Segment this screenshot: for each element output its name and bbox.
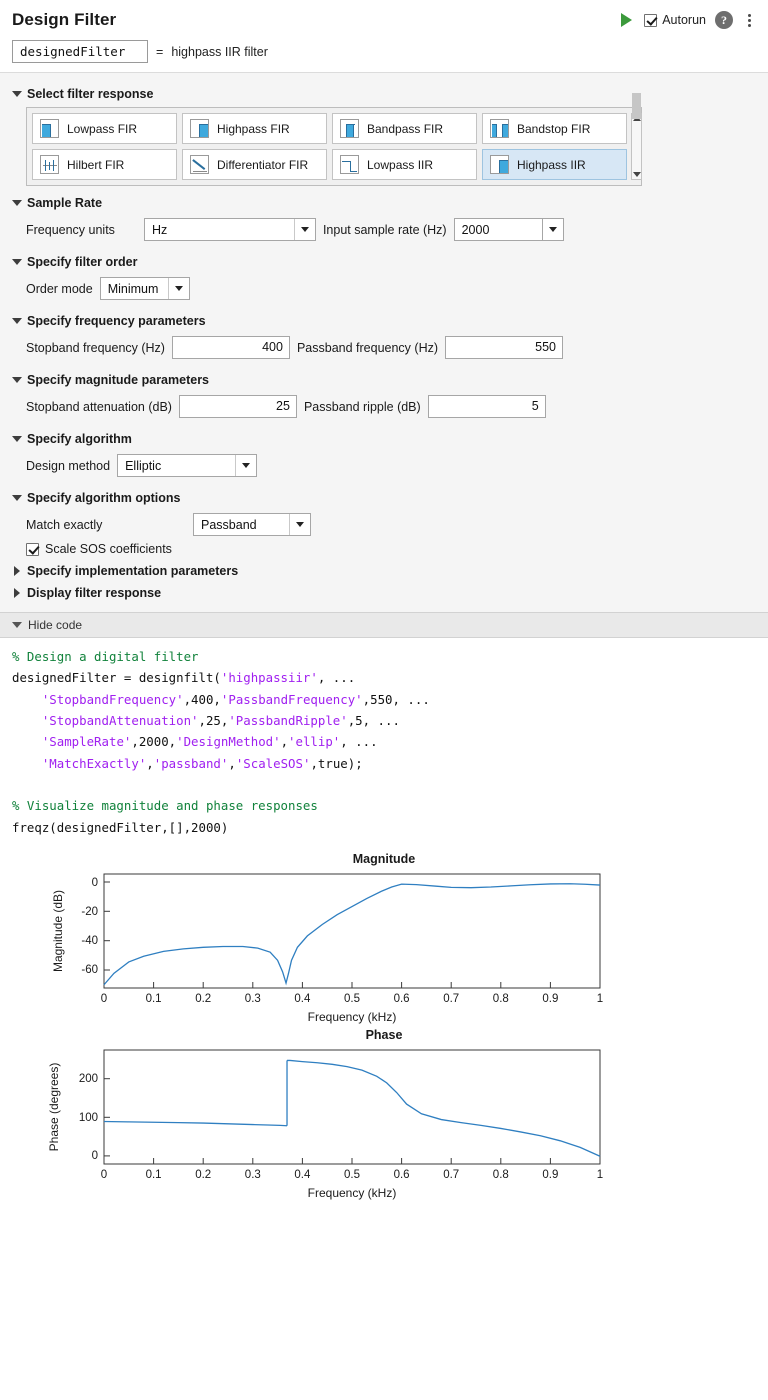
section-title: Specify implementation parameters bbox=[27, 564, 239, 578]
chevron-down-icon[interactable] bbox=[168, 278, 189, 299]
chevron-down-icon[interactable] bbox=[12, 436, 22, 442]
figure-output bbox=[0, 848, 768, 1212]
x-tick: 0.1 bbox=[145, 992, 162, 1005]
stopband-attenuation-label: Stopband attenuation (dB) bbox=[26, 399, 172, 414]
scale-sos-label: Scale SOS coefficients bbox=[45, 542, 172, 556]
y-axis-label: Phase (degrees) bbox=[47, 1062, 61, 1152]
x-tick: 0.8 bbox=[492, 992, 509, 1005]
x-tick: 0.6 bbox=[393, 992, 410, 1005]
code-line: designedFilter = designfilt('highpassiir', ... bbox=[12, 670, 356, 686]
chevron-down-icon[interactable] bbox=[12, 377, 22, 383]
generated-code-block bbox=[0, 638, 768, 848]
phase-plot-title: Phase bbox=[365, 1027, 403, 1042]
filter-option-hilbert-fir[interactable] bbox=[32, 149, 177, 180]
run-icon[interactable] bbox=[619, 11, 635, 29]
section-title: Specify frequency parameters bbox=[27, 314, 206, 328]
section-header-algorithm-options[interactable] bbox=[0, 485, 768, 509]
section-title: Specify filter order bbox=[27, 255, 138, 269]
design-method-value: Elliptic bbox=[125, 458, 162, 473]
code-line: 'StopbandAttenuation',25,'PassbandRipple',5, ... bbox=[41, 712, 400, 728]
hilbert-fir-icon bbox=[40, 155, 59, 174]
y-tick: 100 bbox=[78, 1111, 98, 1124]
section-header-algorithm[interactable] bbox=[0, 426, 768, 450]
filter-option-label: Lowpass IIR bbox=[367, 157, 434, 172]
x-axis-label: Frequency (kHz) bbox=[307, 1185, 397, 1200]
filter-option-label: Lowpass FIR bbox=[67, 121, 138, 136]
x-tick: 0.6 bbox=[393, 1168, 410, 1181]
equals-sign: = bbox=[156, 44, 164, 59]
filter-option-highpass-fir[interactable] bbox=[182, 113, 327, 144]
output-variable-input[interactable]: designedFilter bbox=[12, 40, 148, 63]
y-axis-label: Magnitude (dB) bbox=[51, 889, 65, 972]
chevron-right-icon[interactable] bbox=[14, 588, 20, 598]
magnitude-parameters-row bbox=[0, 391, 768, 426]
chevron-down-icon[interactable] bbox=[12, 495, 22, 501]
x-tick: 0.7 bbox=[443, 992, 460, 1005]
filter-option-highpass-iir[interactable] bbox=[482, 149, 627, 180]
y-tick: -60 bbox=[81, 963, 98, 976]
output-variable-row bbox=[0, 40, 768, 72]
section-title: Sample Rate bbox=[27, 196, 103, 210]
x-tick: 0.9 bbox=[542, 992, 559, 1005]
scroll-down-icon[interactable] bbox=[633, 172, 641, 177]
output-description: highpass IIR filter bbox=[171, 44, 268, 59]
scroll-thumb[interactable] bbox=[632, 93, 641, 119]
section-title: Specify magnitude parameters bbox=[27, 373, 210, 387]
x-tick: 0.9 bbox=[542, 1168, 559, 1181]
x-axis-label: Frequency (kHz) bbox=[307, 1009, 397, 1024]
filter-option-bandstop-fir[interactable] bbox=[482, 113, 627, 144]
frequency-units-label: Frequency units bbox=[26, 222, 115, 237]
x-tick: 0 bbox=[100, 992, 108, 1005]
help-icon[interactable]: ? bbox=[715, 11, 733, 29]
match-exactly-value: Passband bbox=[201, 517, 257, 532]
match-exactly-row bbox=[0, 509, 768, 540]
y-tick: 0 bbox=[91, 876, 98, 889]
filter-option-differentiator-fir[interactable] bbox=[182, 149, 327, 180]
x-tick: 0.5 bbox=[344, 992, 360, 1005]
section-title: Display filter response bbox=[27, 586, 162, 600]
frequency-units-dropdown[interactable] bbox=[144, 218, 316, 241]
x-tick: 0.2 bbox=[195, 992, 212, 1005]
section-header-filter-order[interactable] bbox=[0, 249, 768, 273]
input-sample-rate-value[interactable]: 2000 bbox=[461, 222, 490, 237]
autorun-toggle[interactable] bbox=[644, 13, 706, 27]
chevron-down-icon[interactable] bbox=[542, 219, 563, 240]
algorithm-row bbox=[0, 450, 768, 485]
x-tick: 0.8 bbox=[492, 1168, 509, 1181]
filter-option-bandpass-fir[interactable] bbox=[332, 113, 477, 144]
x-tick: 0.3 bbox=[244, 992, 261, 1005]
code-line: % Design a digital filter bbox=[12, 649, 199, 664]
bandstop-fir-icon bbox=[490, 119, 509, 138]
x-tick: 1 bbox=[596, 992, 604, 1005]
code-line: % Visualize magnitude and phase responses bbox=[12, 798, 318, 814]
x-tick: 1 bbox=[596, 1168, 604, 1181]
section-header-magnitude-parameters[interactable] bbox=[0, 367, 768, 391]
section-title: Specify algorithm bbox=[27, 432, 132, 446]
section-header-filter-response[interactable] bbox=[0, 81, 768, 105]
x-tick: 0.7 bbox=[443, 1168, 460, 1181]
chevron-down-icon[interactable] bbox=[12, 259, 22, 265]
code-line: 'MatchExactly','passband','ScaleSOS',true); bbox=[41, 755, 363, 771]
code-line: 'SampleRate',2000,'DesignMethod','ellip', ... bbox=[41, 734, 378, 750]
chevron-down-icon[interactable] bbox=[235, 455, 256, 476]
filter-option-label: Bandpass FIR bbox=[367, 121, 444, 136]
x-tick: 0.4 bbox=[294, 1168, 311, 1181]
section-header-display-filter-response[interactable] bbox=[0, 581, 768, 608]
section-header-implementation-parameters[interactable] bbox=[0, 559, 768, 581]
gallery-scrollbar[interactable] bbox=[631, 113, 642, 180]
chevron-down-icon[interactable] bbox=[12, 91, 22, 97]
scale-sos-checkbox[interactable] bbox=[26, 543, 39, 556]
y-tick: -40 bbox=[81, 934, 98, 947]
passband-frequency-input[interactable]: 550 bbox=[445, 336, 563, 359]
filter-response-gallery bbox=[26, 107, 642, 186]
chevron-down-icon[interactable] bbox=[12, 200, 22, 206]
chevron-down-icon[interactable] bbox=[12, 622, 22, 628]
design-method-dropdown[interactable] bbox=[117, 454, 257, 477]
section-title: Select filter response bbox=[27, 87, 154, 101]
filter-option-label: Hilbert FIR bbox=[67, 157, 125, 172]
x-tick: 0.4 bbox=[294, 992, 311, 1005]
filter-order-row bbox=[0, 273, 768, 308]
x-tick: 0.3 bbox=[244, 1168, 261, 1181]
header-actions bbox=[619, 11, 756, 29]
frequency-units-value: Hz bbox=[151, 222, 168, 237]
autorun-label: Autorun bbox=[662, 13, 706, 27]
x-tick: 0 bbox=[100, 1168, 108, 1181]
phase-plot bbox=[0, 1042, 768, 1212]
lowpass-fir-icon bbox=[40, 119, 59, 138]
chevron-down-icon[interactable] bbox=[294, 219, 315, 240]
code-line: freqz(designedFilter,[],2000) bbox=[12, 819, 229, 835]
y-tick: 200 bbox=[78, 1072, 98, 1085]
code-toggle-bar[interactable] bbox=[0, 612, 768, 638]
lowpass-iir-icon bbox=[340, 155, 359, 174]
magnitude-plot bbox=[0, 866, 768, 1026]
highpass-iir-icon bbox=[490, 155, 509, 174]
section-title: Specify algorithm options bbox=[27, 491, 181, 505]
chevron-down-icon[interactable] bbox=[289, 514, 310, 535]
sample-rate-row bbox=[0, 214, 768, 249]
page-title: Design Filter bbox=[12, 10, 117, 29]
differentiator-fir-icon bbox=[190, 155, 209, 174]
order-mode-value: Minimum bbox=[107, 281, 159, 296]
x-tick: 0.1 bbox=[145, 1168, 162, 1181]
magnitude-plot-title: Magnitude bbox=[352, 851, 416, 866]
design-method-label: Design method bbox=[26, 458, 111, 473]
code-line: 'StopbandFrequency',400,'PassbandFrequency',550, ... bbox=[41, 691, 430, 707]
frequency-parameters-row bbox=[0, 332, 768, 367]
stopband-frequency-input[interactable]: 400 bbox=[172, 336, 290, 359]
app-header bbox=[0, 0, 768, 40]
bandpass-fir-icon bbox=[340, 119, 359, 138]
passband-ripple-label: Passband ripple (dB) bbox=[303, 399, 421, 414]
input-sample-rate-label: Input sample rate (Hz) bbox=[322, 222, 447, 237]
filter-option-label: Highpass IIR bbox=[517, 157, 586, 172]
autorun-checkbox[interactable] bbox=[644, 14, 657, 27]
passband-ripple-input[interactable]: 5 bbox=[428, 395, 546, 418]
x-tick: 0.2 bbox=[195, 1168, 212, 1181]
filter-option-label: Differentiator FIR bbox=[217, 157, 309, 172]
filter-option-label: Bandstop FIR bbox=[517, 121, 591, 136]
match-exactly-dropdown[interactable] bbox=[193, 513, 311, 536]
section-header-sample-rate[interactable] bbox=[0, 190, 768, 214]
match-exactly-label: Match exactly bbox=[26, 517, 103, 532]
stopband-attenuation-input[interactable]: 25 bbox=[179, 395, 297, 418]
more-options-icon[interactable] bbox=[742, 11, 756, 29]
order-mode-label: Order mode bbox=[26, 281, 93, 296]
scale-sos-row[interactable] bbox=[0, 540, 768, 559]
settings-panel bbox=[0, 72, 768, 612]
filter-option-label: Highpass FIR bbox=[217, 121, 290, 136]
order-mode-dropdown[interactable] bbox=[100, 277, 190, 300]
chevron-down-icon[interactable] bbox=[12, 318, 22, 324]
y-tick: -20 bbox=[81, 905, 98, 918]
filter-option-lowpass-fir[interactable] bbox=[32, 113, 177, 144]
chevron-right-icon[interactable] bbox=[14, 566, 20, 576]
passband-frequency-label: Passband frequency (Hz) bbox=[296, 340, 439, 355]
highpass-fir-icon bbox=[190, 119, 209, 138]
x-tick: 0.5 bbox=[344, 1168, 360, 1181]
code-toggle-label: Hide code bbox=[28, 618, 83, 632]
filter-option-lowpass-iir[interactable] bbox=[332, 149, 477, 180]
stopband-frequency-label: Stopband frequency (Hz) bbox=[26, 340, 165, 355]
filter-response-grid bbox=[32, 113, 627, 180]
y-tick: 0 bbox=[91, 1149, 98, 1162]
section-header-frequency-parameters[interactable] bbox=[0, 308, 768, 332]
input-sample-rate-dropdown[interactable] bbox=[454, 218, 564, 241]
